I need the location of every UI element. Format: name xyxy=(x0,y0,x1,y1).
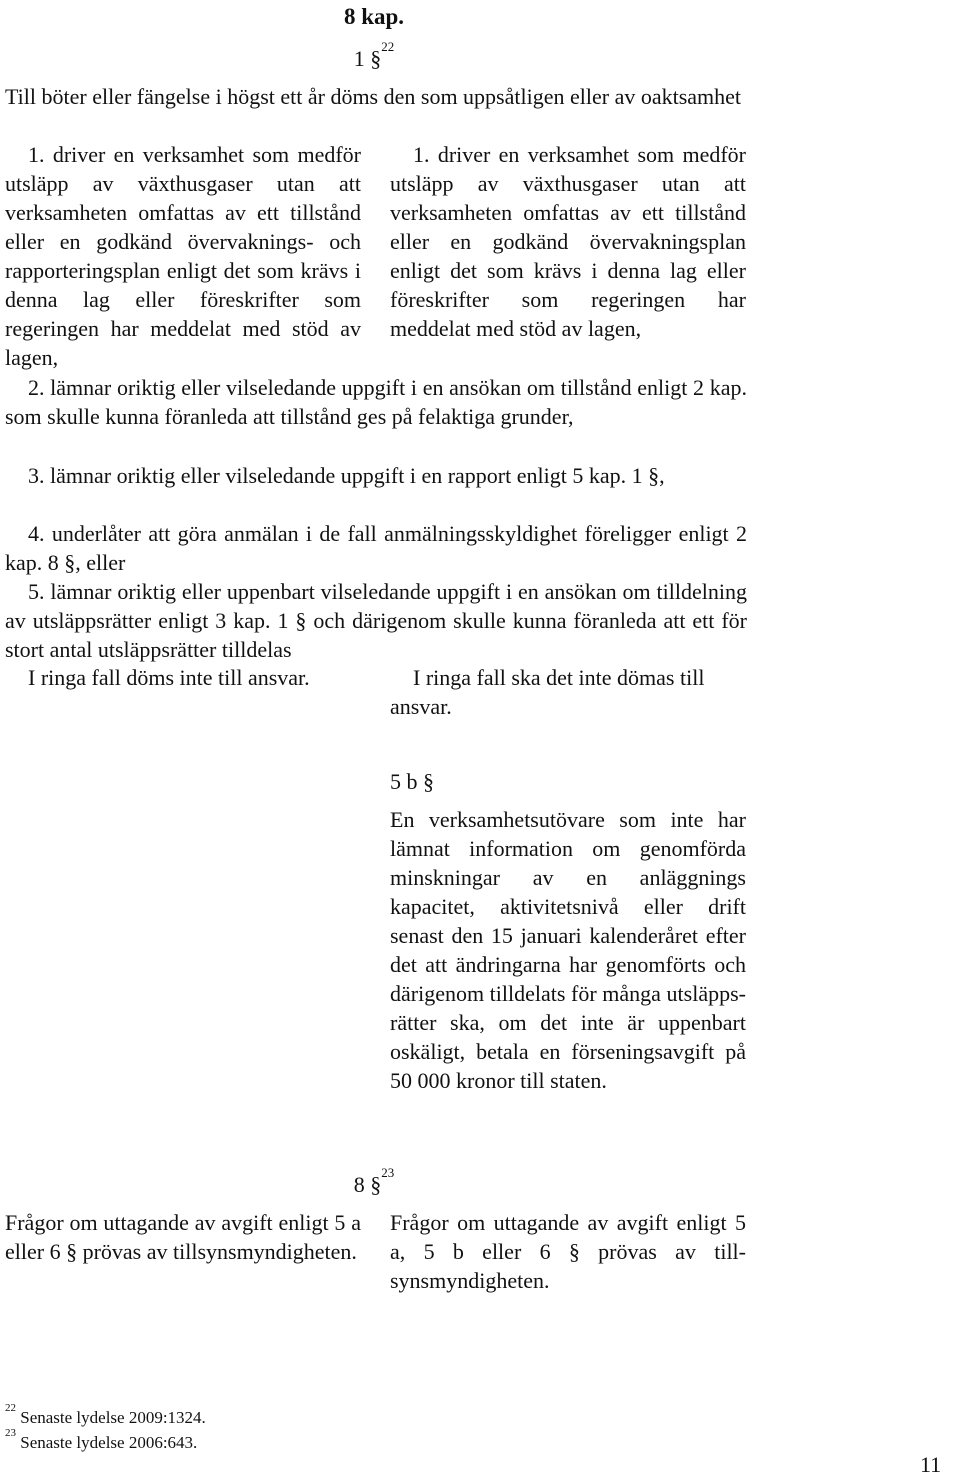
section-5b-text: En verksamhetsutövare som inte har lämnat information om genomförda minskningar av en anläggnings kapacitet, aktivitetsnivå eller drift senast den 15 januari kalenderåret efter det att ändringarna har genomförts och därigenom tilldelats för många utsläppsrätter ska, om det inte är uppenbart oskäligt, betala en förseningsavgift på 50 000 kronor till staten. xyxy=(390,807,746,1093)
closing-old-text: I ringa fall döms inte till ansvar. xyxy=(28,665,310,690)
footnotes xyxy=(5,1402,605,1455)
section-1-number: 1 § xyxy=(353,46,382,71)
footnote-22: $^{22}$ Senaste lydelse 2009:1324. xyxy=(5,1402,206,1427)
section-1-heading xyxy=(0,39,748,73)
section-8-old-text: Frågor om uttagande av avgift enligt 5 a eller 6 § prövas av tillsynsmyndigheten. xyxy=(5,1210,361,1264)
item-2-text: 2. lämnar oriktig eller vilseledande uppgift i en ansökan om tillstånd enligt 2 kap. som skulle kunna föranleda att tillstånd ges på felaktiga grunder, xyxy=(5,375,747,429)
section-5b-heading: 5 b § xyxy=(390,769,434,794)
section-8-heading xyxy=(0,1165,748,1199)
chapter-heading: 8 kap. xyxy=(343,4,405,29)
item-5-text: 5. lämnar oriktig eller uppenbart vilseledande uppgift i en ansökan om tilldelning av utsläppsrätter enligt 3 kap. 1 § och därigenom skulle kunna föranleda att ett för stort antal utsläppsrätter tilldelas xyxy=(5,579,747,662)
item-1-old-text: 1. driver en verksamhet som medför utsläpp av växthusgaser utan att verksamheten omfattas av ett tillstånd eller en godkänd övervaknings- och rapporteringsplan enligt det som krävs i denna lag eller föreskrifter som regeringen har meddelat med stöd av lagen, xyxy=(5,142,361,370)
item-4-text: 4. underlåter att göra anmälan i de fall anmälningsskyldighet föreligger enligt 2 kap. 8 §, eller xyxy=(5,521,747,575)
closing-new-text: I ringa fall ska det inte dömas till ansvar. xyxy=(390,665,705,719)
section-8-new-text: Frågor om uttagande av avgift enligt 5 a, 5 b eller 6 § prövas av tillsynsmyndigheten. xyxy=(390,1210,746,1293)
footnote-23: $^{23}$ Senaste lydelse 2006:643. xyxy=(5,1427,198,1452)
item-3-text: 3. lämnar oriktig eller vilseledande uppgift i en rapport enligt 5 kap. 1 §, xyxy=(28,463,665,488)
item-1-new-text: 1. driver en verksamhet som medför utsläpp av växthusgaser utan att verksamheten omfattas av ett tillstånd eller en godkänd övervakningsplan enligt det som krävs i denna lag eller föreskrifter som regeringen har meddelat med stöd av lagen, xyxy=(390,142,746,341)
section-1-intro: Till böter eller fängelse i högst ett år döms den som uppsåtligen eller av oaktsamhet xyxy=(5,84,742,109)
section-8-number: 8 § xyxy=(353,1172,382,1197)
footnote-ref-23: 23 xyxy=(381,1165,395,1180)
page-number: 11 xyxy=(920,1452,942,1477)
footnote-ref-22: 22 xyxy=(381,39,395,54)
